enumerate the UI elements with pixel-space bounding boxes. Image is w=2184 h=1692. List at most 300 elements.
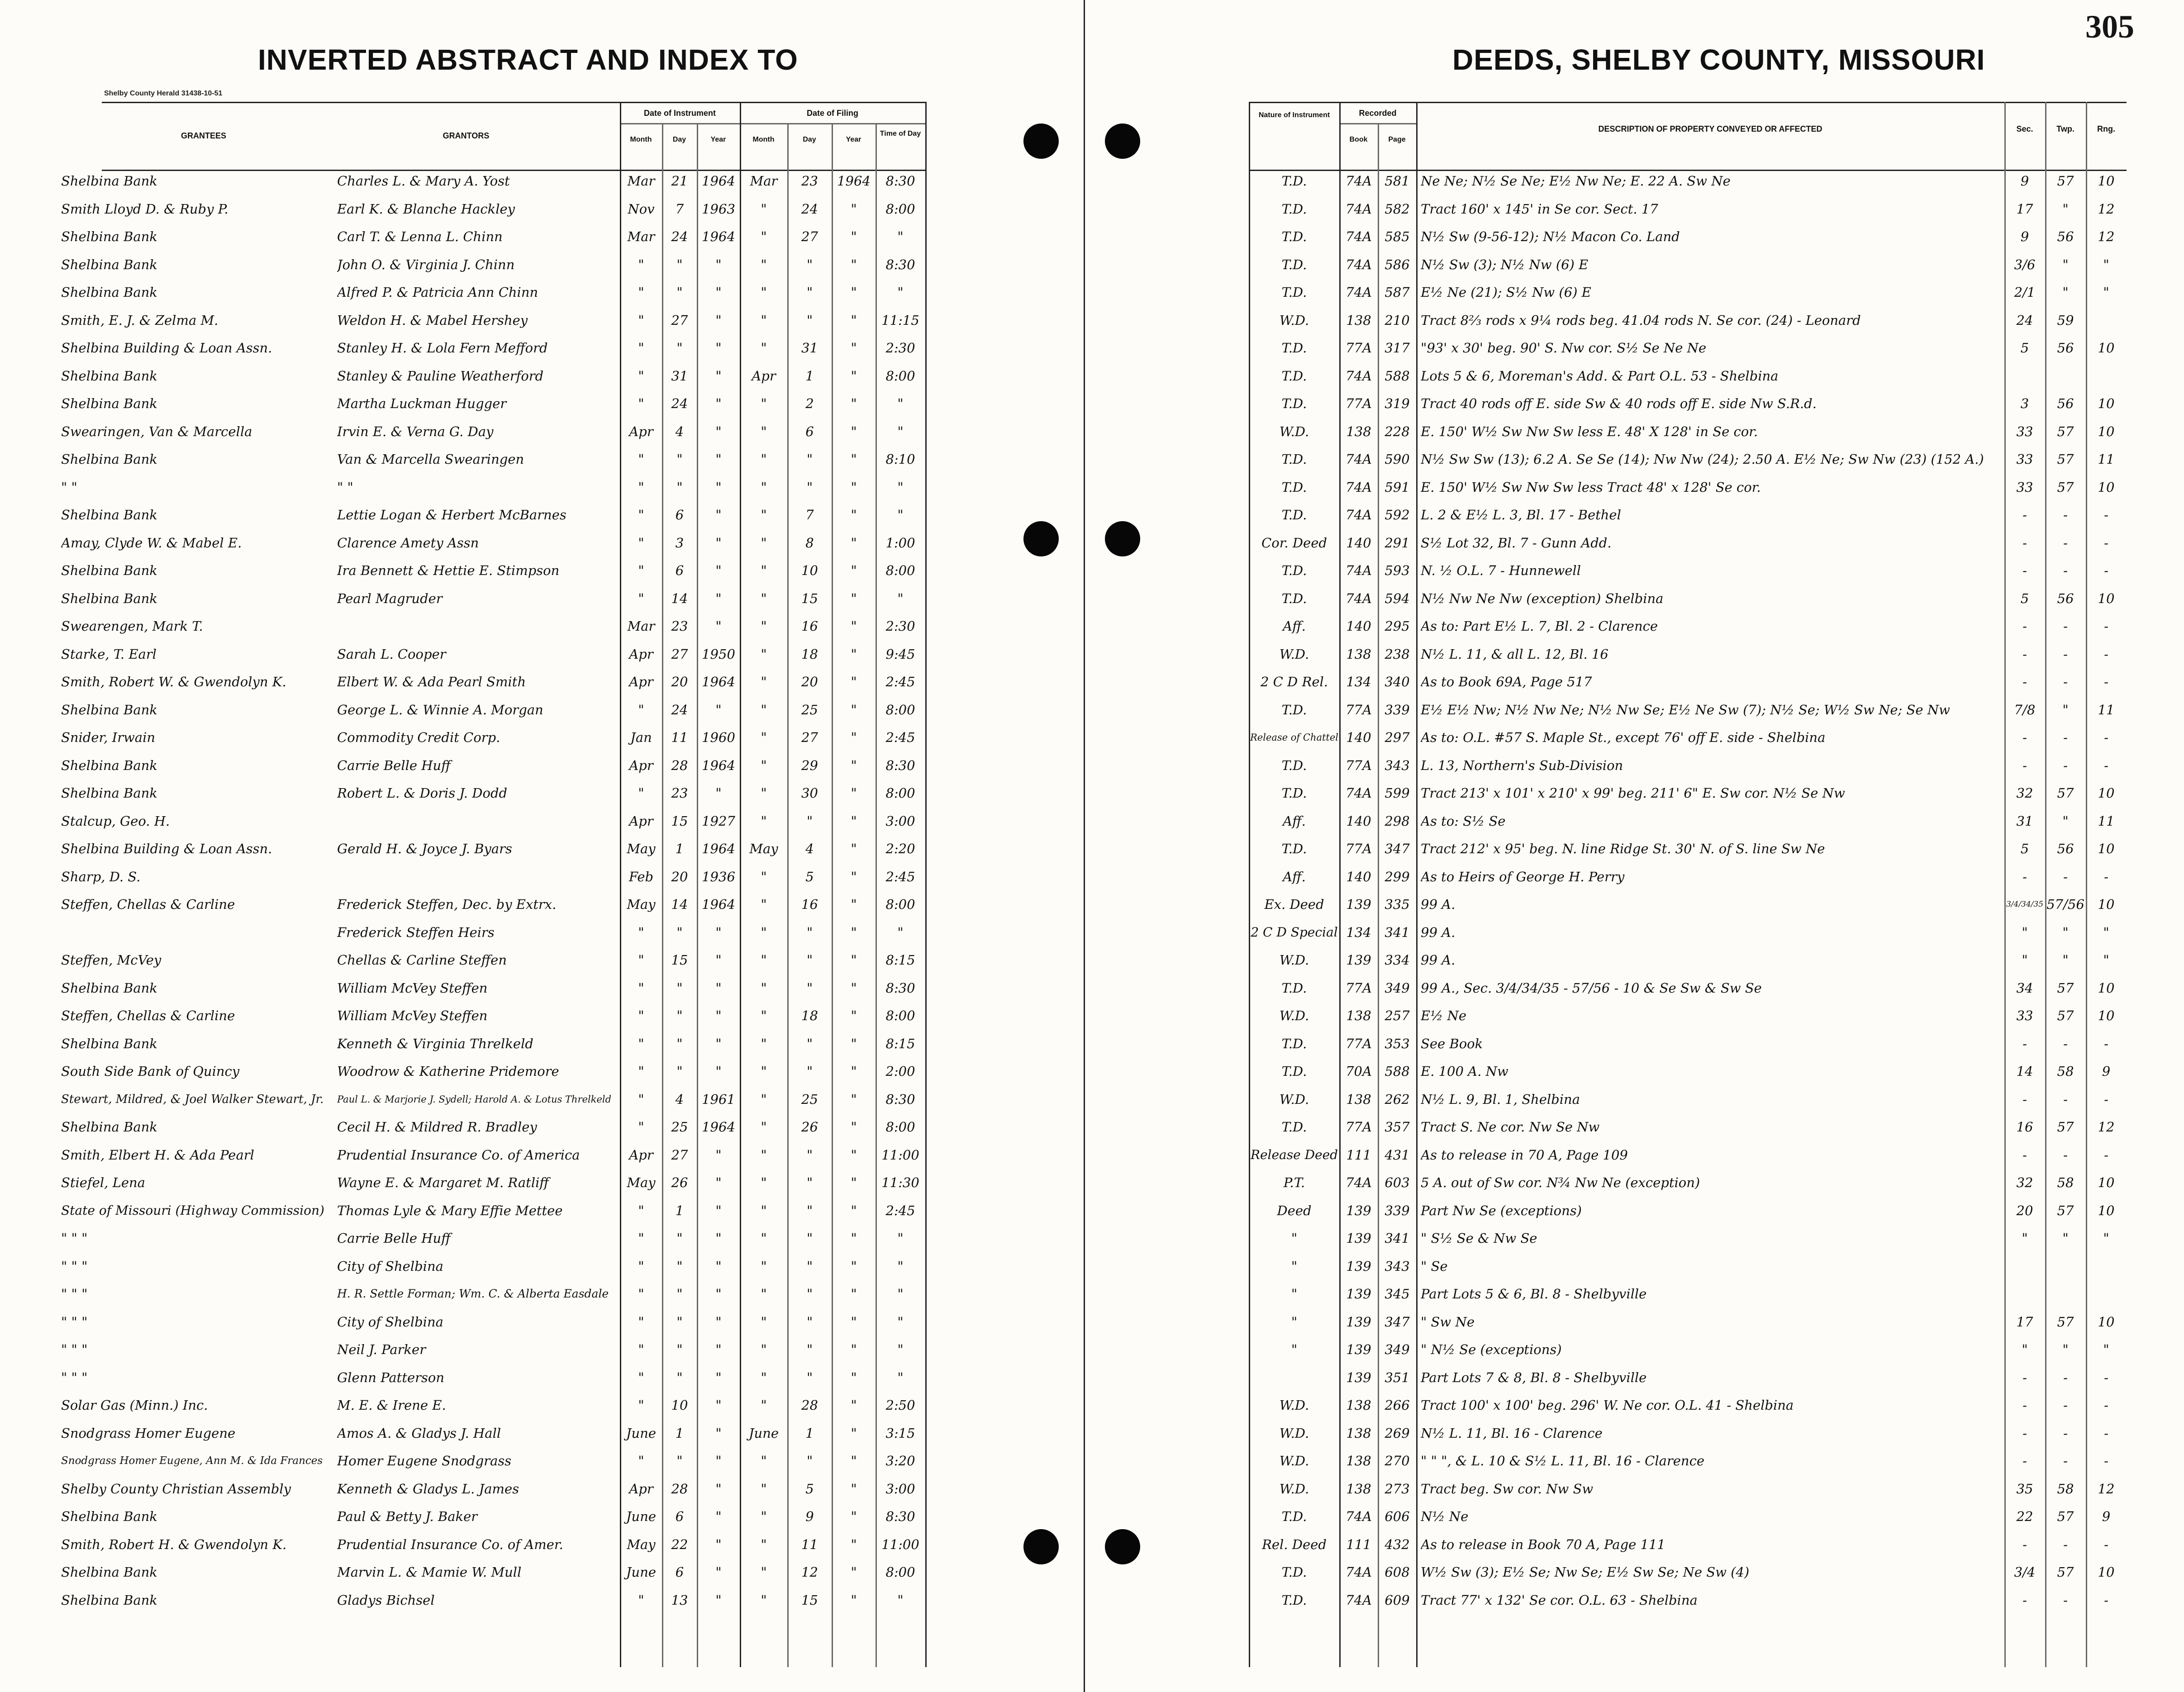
index-entry-row [0, 1564, 925, 1580]
entry-time: 2:45 [885, 1203, 915, 1218]
entry-fm: " [761, 1231, 767, 1246]
entry-fm: " [761, 1064, 767, 1079]
entry-fy: 1964 [837, 173, 871, 189]
entry-nature: W.D. [1279, 1397, 1309, 1413]
entry-grantor: Carl T. & Lenna L. Chinn [337, 229, 503, 244]
entry-sec: - [2022, 1592, 2027, 1608]
entry-iy: " [715, 535, 722, 551]
entry-id: " [676, 1231, 683, 1246]
entry-page: 273 [1385, 1481, 1410, 1497]
entry-iy: " [715, 618, 722, 634]
entry-id: 24 [671, 396, 688, 411]
entry-desc: E. 100 A. Nw [1421, 1064, 1508, 1079]
entry-grantor: Paul & Betty J. Baker [337, 1509, 478, 1524]
entry-iy: 1960 [702, 730, 735, 745]
index-entry-row [0, 1341, 925, 1358]
entry-fy: " [851, 618, 857, 634]
property-entry-row [1086, 841, 2127, 857]
entry-nature: T.D. [1281, 173, 1307, 189]
entry-book: 139 [1346, 1286, 1371, 1302]
entry-time: 8:15 [885, 952, 915, 968]
entry-page: 609 [1385, 1592, 1410, 1608]
entry-fd: " [806, 1036, 813, 1051]
index-entry-row [0, 1592, 925, 1608]
entry-fm: Apr [752, 368, 776, 384]
entry-desc: Ne Ne; N½ Se Ne; E½ Nw Ne; E. 22 A. Sw Ne [1421, 173, 1731, 189]
entry-iy: " [715, 1537, 722, 1552]
entry-twp: 57 [2057, 480, 2074, 495]
entry-grantor: Glenn Patterson [337, 1370, 445, 1385]
entry-time: " [897, 1231, 904, 1246]
entry-im: Apr [629, 1147, 653, 1163]
entry-book: 74A [1346, 285, 1372, 300]
entry-nature: T.D. [1281, 1592, 1307, 1608]
entry-grantor: Irvin E. & Verna G. Day [337, 424, 494, 439]
entry-fy: " [851, 340, 857, 356]
entry-twp: " [2062, 1342, 2069, 1357]
entry-fd: " [806, 1147, 813, 1163]
entry-grantor: William McVey Steffen [337, 1008, 488, 1023]
index-entry-row [0, 395, 925, 412]
entry-book: 74A [1346, 591, 1372, 606]
entry-im: " [638, 1592, 644, 1608]
entry-sec: - [2022, 535, 2027, 551]
entry-fy: " [851, 229, 857, 244]
index-entry-row [0, 228, 925, 245]
entry-desc: Tract beg. Sw cor. Nw Sw [1421, 1481, 1594, 1497]
entry-page: 299 [1385, 869, 1410, 884]
entry-id: 25 [671, 1119, 688, 1135]
entry-rng [2087, 1286, 2126, 1302]
index-entry-row [0, 201, 925, 217]
entry-time: 8:30 [885, 980, 915, 996]
entry-sec: 17 [2016, 201, 2033, 217]
entry-book: 74A [1346, 1175, 1372, 1190]
entry-time: 8:30 [885, 173, 915, 189]
entry-grantor: Elbert W. & Ada Pearl Smith [337, 674, 526, 689]
entry-twp: - [2063, 1537, 2068, 1552]
entry-im: " [638, 785, 644, 801]
entry-rng: 10 [2098, 1314, 2115, 1330]
entry-page: 347 [1385, 1314, 1410, 1330]
entry-fd: " [806, 1342, 813, 1357]
entry-grantee: Starke, T. Earl [61, 646, 157, 662]
entry-page: 335 [1385, 897, 1410, 912]
entry-grantor: Prudential Insurance Co. of America [337, 1147, 580, 1163]
index-entry-row [0, 312, 925, 328]
entry-fy: " [851, 452, 857, 467]
entry-sec: 32 [2016, 1175, 2033, 1190]
entry-desc: As to release in Book 70 A, Page 111 [1421, 1537, 1665, 1552]
entry-twp: 56 [2057, 841, 2074, 856]
entry-grantee: Shelbina Bank [61, 257, 157, 272]
entry-nature: T.D. [1281, 229, 1307, 244]
entry-grantor: Homer Eugene Snodgrass [337, 1453, 512, 1469]
index-entry-row [0, 1230, 925, 1246]
entry-twp: 57 [2057, 424, 2074, 439]
entry-fy: " [851, 1092, 857, 1107]
entry-desc: L. 2 & E½ L. 3, Bl. 17 - Bethel [1421, 507, 1621, 523]
page-number: 305 [2085, 9, 2134, 45]
entry-fd: 2 [805, 396, 814, 411]
entry-rng: 10 [2098, 980, 2115, 996]
property-entry-row [1086, 590, 2127, 607]
entry-rng: " [2103, 1342, 2109, 1357]
property-entry-row [1086, 1481, 2127, 1497]
property-entry-row [1086, 1425, 2127, 1441]
entry-page: 588 [1385, 368, 1410, 384]
entry-grantee: Amay, Clyde W. & Mabel E. [61, 535, 242, 551]
entry-fy: " [851, 1370, 857, 1385]
entry-iy: " [715, 1481, 722, 1497]
entry-id: " [676, 1370, 683, 1385]
entry-id: 26 [671, 1175, 688, 1190]
entry-nature: W.D. [1279, 1453, 1309, 1469]
entry-sec: 35 [2016, 1481, 2033, 1497]
entry-twp: - [2063, 1036, 2068, 1051]
filing-year-header: Year [846, 136, 861, 143]
index-entry-row [0, 1481, 925, 1497]
entry-time: 2:45 [885, 674, 915, 689]
entry-sec: 32 [2016, 785, 2033, 801]
entry-im: " [638, 507, 644, 523]
entry-desc: 99 A. [1421, 897, 1456, 912]
entry-grantee: Shelbina Bank [61, 368, 157, 384]
entry-fm: " [761, 1203, 767, 1218]
entry-im: " [638, 1259, 644, 1274]
entry-book: 139 [1346, 1342, 1371, 1357]
property-entry-row [1086, 1008, 2127, 1024]
entry-grantee: Shelbina Bank [61, 1036, 157, 1051]
index-entry-row [0, 729, 925, 746]
entry-grantee: Shelbina Bank [61, 785, 157, 801]
entry-desc: As to: O.L. #57 S. Maple St., except 76' off E. side - Shelbina [1421, 730, 1826, 745]
entry-im: Apr [629, 674, 653, 689]
entry-rng: 10 [2098, 841, 2115, 856]
entry-page: 319 [1385, 396, 1410, 411]
entry-desc: See Book [1421, 1036, 1483, 1051]
entry-twp [2046, 368, 2085, 384]
entry-twp: 57 [2057, 1509, 2074, 1524]
property-entry-row [1086, 1063, 2127, 1079]
entry-sec: " [2022, 952, 2028, 968]
entry-time: " [897, 396, 904, 411]
entry-twp: " [2062, 285, 2069, 300]
property-entry-row [1086, 451, 2127, 467]
entry-desc: As to release in 70 A, Page 109 [1421, 1147, 1628, 1163]
entry-sec: " [2022, 1342, 2028, 1357]
entry-iy: " [715, 1147, 722, 1163]
entry-desc: N½ Sw Sw (13); 6.2 A. Se Se (14); Nw Nw (24); 2.50 A. E½ Ne; Sw Nw (23) (152 A.) [1421, 452, 1984, 467]
entry-grantor: Robert L. & Doris J. Dodd [337, 785, 508, 801]
entry-rng: - [2104, 730, 2108, 745]
entry-fd: " [806, 925, 813, 940]
index-entry-row [0, 785, 925, 801]
entry-nature: T.D. [1281, 841, 1307, 856]
entry-desc: E. 150' W½ Sw Nw Sw less Tract 48' x 128' Se cor. [1421, 480, 1761, 495]
index-entry-row [0, 1119, 925, 1135]
entry-rng: 10 [2098, 340, 2115, 356]
entry-id: 3 [675, 535, 684, 551]
property-entry-row [1086, 173, 2127, 189]
index-entry-row [0, 1314, 925, 1330]
entry-sec: 3 [2020, 396, 2029, 411]
index-entry-row [0, 368, 925, 384]
entry-grantor: Charles L. & Mary A. Yost [337, 173, 510, 189]
entry-id: 13 [671, 1592, 688, 1608]
entry-im: May [627, 897, 656, 912]
entry-rng: - [2104, 1370, 2108, 1385]
entry-grantor: H. R. Settle Forman; Wm. C. & Alberta Easdale [337, 1287, 609, 1300]
property-entry-row [1086, 1397, 2127, 1413]
index-entry-row [0, 451, 925, 467]
entry-grantor: Chellas & Carline Steffen [337, 952, 507, 968]
entry-grantor: Martha Luckman Hugger [337, 396, 507, 411]
entry-book: 139 [1346, 1314, 1371, 1330]
entry-fy: " [851, 1397, 857, 1413]
index-entry-row [0, 1397, 925, 1413]
entry-sec: - [2022, 1036, 2027, 1051]
entry-fd: " [806, 1231, 813, 1246]
entry-time: 8:00 [885, 1119, 915, 1135]
entry-sec: - [2022, 730, 2027, 745]
entry-page: 351 [1385, 1370, 1410, 1385]
entry-fm: " [761, 563, 767, 578]
entry-grantor: " " [337, 480, 353, 495]
property-entry-row [1086, 507, 2127, 523]
entry-book: 138 [1346, 1008, 1371, 1023]
entry-im: " [638, 1036, 644, 1051]
entry-iy: " [715, 1397, 722, 1413]
entry-time: 11:00 [881, 1147, 919, 1163]
entry-page: 257 [1385, 1008, 1410, 1023]
entry-fy: " [851, 980, 857, 996]
twp-header: Twp. [2056, 124, 2075, 133]
entry-fy: " [851, 1203, 857, 1218]
entry-fm: " [761, 285, 767, 300]
entry-nature: W.D. [1279, 1092, 1309, 1107]
entry-desc: N½ Sw (3); N½ Nw (6) E [1421, 257, 1589, 272]
left-page-title: INVERTED ABSTRACT AND INDEX TO [258, 43, 798, 76]
entry-page: 432 [1385, 1537, 1410, 1552]
entry-fy: " [851, 535, 857, 551]
entry-fm: " [761, 424, 767, 439]
entry-rng: - [2104, 1592, 2108, 1608]
index-entry-row [0, 173, 925, 189]
entry-page: 269 [1385, 1426, 1410, 1441]
rng-header: Rng. [2097, 124, 2115, 133]
entry-rng: - [2104, 618, 2108, 634]
entry-time: " [897, 1370, 904, 1385]
entry-id: 24 [671, 229, 688, 244]
entry-id: " [676, 1314, 683, 1330]
entry-fm: " [761, 1564, 767, 1580]
entry-grantor: Kenneth & Gladys L. James [337, 1481, 519, 1497]
index-entry-row [0, 1453, 925, 1469]
entry-desc: Tract 77' x 132' Se cor. O.L. 63 - Shelbina [1421, 1592, 1698, 1608]
entry-desc: E. 150' W½ Sw Nw Sw less E. 48' X 128' in Se cor. [1421, 424, 1758, 439]
entry-rng: 9 [2102, 1509, 2111, 1524]
entry-iy: " [715, 1592, 722, 1608]
entry-page: 266 [1385, 1397, 1410, 1413]
entry-fy: " [851, 1175, 857, 1190]
property-entry-row [1086, 757, 2127, 774]
entry-fy: " [851, 1231, 857, 1246]
entry-time: " [897, 1342, 904, 1357]
entry-fm: " [761, 1147, 767, 1163]
entry-book: 139 [1346, 897, 1371, 912]
entry-time: 11:00 [881, 1537, 919, 1552]
entry-page: 599 [1385, 785, 1410, 801]
entry-fy: " [851, 702, 857, 718]
entry-id: 11 [671, 730, 688, 745]
entry-page: 357 [1385, 1119, 1410, 1135]
entry-grantee: South Side Bank of Quincy [61, 1064, 240, 1079]
entry-iy: " [715, 507, 722, 523]
property-entry-row [1086, 1592, 2127, 1608]
header-bottom-rule [1249, 170, 2127, 171]
entry-sec: 3/6 [2014, 257, 2036, 272]
entry-fd: " [806, 480, 813, 495]
index-entry-row [0, 1091, 925, 1107]
entry-nature: T.D. [1281, 702, 1307, 718]
index-entry-row [0, 1508, 925, 1525]
index-entry-row [0, 869, 925, 885]
entry-book: 74A [1346, 507, 1372, 523]
entry-twp: 56 [2057, 340, 2074, 356]
entry-im: " [638, 1342, 644, 1357]
entry-rng: 10 [2098, 785, 2115, 801]
entry-grantor: Thomas Lyle & Mary Effie Mettee [337, 1203, 563, 1218]
entry-desc: N½ L. 9, Bl. 1, Shelbina [1421, 1092, 1580, 1107]
entry-grantee: Snider, Irwain [61, 730, 156, 745]
property-entry-row [1086, 535, 2127, 551]
entry-nature: W.D. [1279, 1008, 1309, 1023]
entry-fy: " [851, 1064, 857, 1079]
entry-page: 262 [1385, 1092, 1410, 1107]
entry-sec: - [2022, 646, 2027, 662]
entry-fm: May [749, 841, 778, 856]
entry-grantee: Shelbina Bank [61, 1509, 157, 1524]
entry-im: " [638, 1314, 644, 1330]
entry-fm: " [761, 1036, 767, 1051]
index-entry-row [0, 1425, 925, 1441]
entry-id: 31 [671, 368, 688, 384]
entry-fy: " [851, 591, 857, 606]
entry-fm: " [761, 1092, 767, 1107]
entry-grantor: Carrie Belle Huff [337, 758, 451, 773]
entry-iy: " [715, 1509, 722, 1524]
entry-rng: - [2104, 563, 2108, 578]
property-entry-row [1086, 340, 2127, 356]
entry-fm: " [761, 1175, 767, 1190]
property-entry-row [1086, 980, 2127, 996]
index-entry-row [0, 813, 925, 829]
entry-fy: " [851, 368, 857, 384]
entry-grantee: " " " [61, 1259, 88, 1274]
entry-fm: " [761, 313, 767, 328]
property-entry-row [1086, 257, 2127, 273]
entry-page: 340 [1385, 674, 1410, 689]
entry-grantor: Frederick Steffen, Dec. by Extrx. [337, 897, 557, 912]
entry-twp [2046, 1258, 2085, 1274]
entry-book: 74A [1346, 1509, 1372, 1524]
entry-grantee: Snodgrass Homer Eugene [61, 1426, 236, 1441]
entry-iy: " [715, 1314, 722, 1330]
entry-nature: W.D. [1279, 952, 1309, 968]
entry-twp: " [2062, 1231, 2069, 1246]
entry-fy: " [851, 813, 857, 829]
instrument-year-header: Year [710, 136, 726, 143]
entry-id: 6 [675, 563, 684, 578]
entry-grantor: Paul L. & Marjorie J. Sydell; Harold A. & Lotus Threlkeld [337, 1094, 612, 1105]
entry-desc: 99 A. [1421, 952, 1456, 968]
entry-sec: 14 [2016, 1064, 2033, 1079]
entry-id: " [676, 1259, 683, 1274]
entry-grantor: City of Shelbina [337, 1314, 443, 1330]
right-page [1086, 0, 2184, 1692]
entry-fd: " [806, 313, 813, 328]
entry-rng: 9 [2102, 1064, 2111, 1079]
entry-time: 2:30 [885, 340, 915, 356]
entry-book: 70A [1346, 1064, 1372, 1079]
entry-fy: " [851, 480, 857, 495]
entry-fm: " [761, 1370, 767, 1385]
entry-im: " [638, 257, 644, 272]
entry-twp: - [2063, 1453, 2068, 1469]
entry-sec: 33 [2016, 480, 2033, 495]
entry-fd: " [806, 1175, 813, 1190]
entry-iy: 1964 [702, 1119, 735, 1135]
entry-nature: T.D. [1281, 480, 1307, 495]
entry-fd: 4 [805, 841, 814, 856]
entry-sec: 17 [2016, 1314, 2033, 1330]
entry-im: Jan [630, 730, 652, 745]
entry-sec: - [2022, 1397, 2027, 1413]
entry-twp: 57 [2057, 1119, 2074, 1135]
entry-fm: " [761, 229, 767, 244]
index-entry-row [0, 284, 925, 300]
entry-im: Mar [627, 618, 655, 634]
entry-sec [2005, 1258, 2044, 1274]
entry-id: 7 [675, 201, 684, 217]
entry-fm: " [761, 1397, 767, 1413]
entry-fd: 5 [805, 1481, 814, 1497]
entry-twp: " [2062, 813, 2069, 829]
entry-nature: Ex. Deed [1264, 897, 1324, 912]
entry-fm: " [761, 396, 767, 411]
entry-nature: W.D. [1279, 1481, 1309, 1497]
entry-page: 270 [1385, 1453, 1410, 1469]
entry-nature: " [1291, 1286, 1298, 1302]
entry-sec: 9 [2020, 229, 2029, 244]
entry-im: " [638, 1119, 644, 1135]
entry-page: 586 [1385, 257, 1410, 272]
entry-time: " [897, 424, 904, 439]
entry-time: 8:00 [885, 201, 915, 217]
date-instrument-header: Date of Instrument [643, 109, 716, 118]
entry-desc: N. ½ O.L. 7 - Hunnewell [1421, 563, 1581, 578]
entry-desc: As to Book 69A, Page 517 [1421, 674, 1592, 689]
entry-iy: " [715, 1036, 722, 1051]
entry-nature: Aff. [1283, 813, 1306, 829]
entry-grantee: Smith, E. J. & Zelma M. [61, 313, 219, 328]
entry-grantor: Prudential Insurance Co. of Amer. [337, 1537, 563, 1552]
entry-grantee: Shelby County Christian Assembly [61, 1481, 291, 1497]
entry-im: Mar [627, 229, 655, 244]
entry-twp: " [2062, 702, 2069, 718]
entry-fm: June [748, 1426, 779, 1441]
